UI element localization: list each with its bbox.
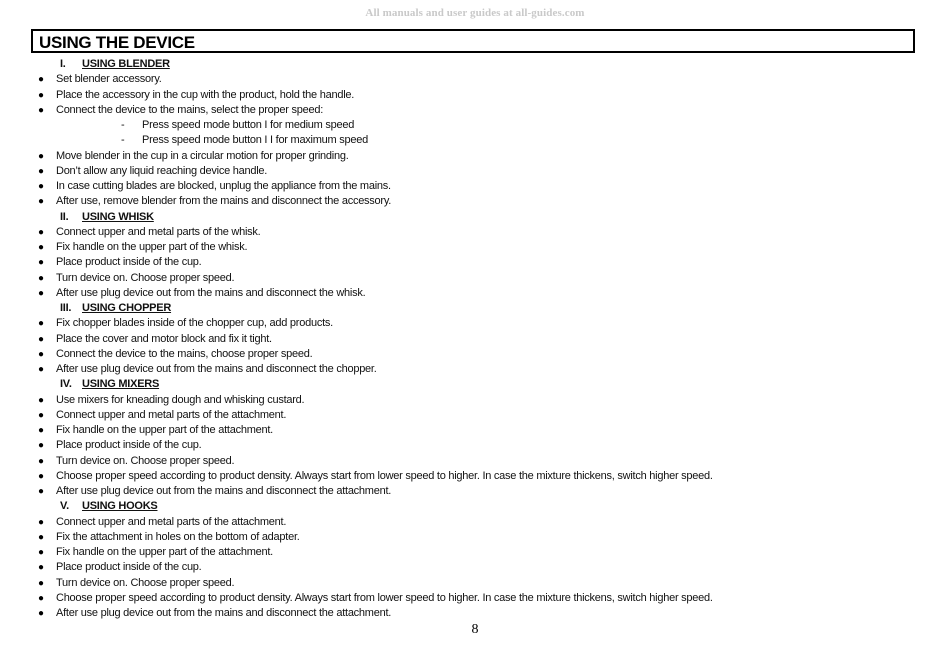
dash-icon: -: [121, 134, 125, 147]
list-item: [0, 606, 950, 621]
list-item: [0, 179, 950, 194]
bullet-icon: ●: [38, 455, 44, 467]
list-item: [0, 576, 950, 591]
list-item-text: Turn device on. Choose proper speed.: [56, 271, 235, 284]
list-item-text: Choose proper speed according to product density. Always start from lower speed to higher. In case the mixture thickens, switch higher speed.: [56, 469, 713, 482]
list-item-text: Use mixers for kneading dough and whisking custard.: [56, 393, 305, 406]
bullet-icon: ●: [38, 547, 44, 558]
section-number: I.: [60, 58, 66, 70]
list-item-text: Connect upper and metal parts of the whisk.: [56, 225, 261, 238]
list-item-text: After use, remove blender from the mains and disconnect the accessory.: [56, 195, 392, 208]
section-number: V.: [60, 500, 69, 513]
bullet-icon: ●: [38, 470, 44, 482]
list-item: [0, 454, 950, 469]
list-item-text: Connect the device to the mains, select the proper speed:: [56, 103, 324, 116]
list-item-text: Set blender accessory.: [56, 73, 162, 86]
bullet-icon: ●: [38, 104, 44, 116]
bullet-icon: ●: [38, 608, 44, 619]
list-item-text: Fix chopper blades inside of the chopper cup, add products.: [56, 317, 333, 330]
list-item: [0, 469, 950, 484]
list-item-text: Place the accessory in the cup with the product, hold the handle.: [56, 88, 355, 101]
list-item-text: Place product inside of the cup.: [56, 561, 202, 574]
section-heading: [0, 301, 950, 316]
list-item: [0, 347, 950, 362]
bullet-icon: ●: [38, 516, 44, 528]
list-item: [0, 560, 950, 575]
section-heading: [0, 377, 950, 392]
dash-icon: -: [121, 119, 125, 131]
section-heading-label: USING BLENDER: [82, 58, 170, 70]
bullet-icon: ●: [38, 348, 44, 360]
watermark-header: All manuals and user guides at all-guides.com: [365, 7, 585, 19]
sub-list-item-text: Press speed mode button I for medium speed: [142, 119, 355, 131]
list-item: [0, 286, 950, 301]
page-title: USING THE DEVICE: [39, 33, 195, 52]
list-item: [0, 591, 950, 606]
list-item: [0, 408, 950, 423]
bullet-icon: ●: [38, 242, 44, 253]
bullet-icon: ●: [38, 165, 44, 177]
list-item: [0, 423, 950, 438]
list-item: [0, 164, 950, 179]
bullet-icon: ●: [38, 486, 44, 497]
list-item-text: Place product inside of the cup.: [56, 256, 202, 269]
bullet-icon: ●: [38, 333, 44, 345]
list-item-text: Fix handle on the upper part of the attachment.: [56, 546, 273, 558]
instructions-body: [0, 57, 950, 621]
list-item-text: Connect upper and metal parts of the attachment.: [56, 515, 287, 528]
list-item: [0, 316, 950, 331]
bullet-icon: ●: [38, 440, 44, 452]
list-item-text: Fix the attachment in holes on the bottom of adapter.: [56, 530, 300, 543]
list-item: [0, 332, 950, 347]
bullet-icon: ●: [38, 150, 44, 162]
list-item: [0, 545, 950, 560]
section-heading-label: USING WHISK: [82, 210, 154, 223]
bullet-icon: ●: [38, 425, 44, 436]
bullet-icon: ●: [38, 181, 44, 192]
list-item-text: Fix handle on the upper part of the attachment.: [56, 424, 273, 436]
section-heading-label: USING HOOKS: [82, 500, 158, 513]
list-item-text: Don’t allow any liquid reaching device handle.: [56, 164, 268, 177]
list-item: [0, 362, 950, 377]
section-heading: [0, 210, 950, 225]
sub-list-item: [0, 133, 950, 148]
list-item-text: After use plug device out from the mains and disconnect the whisk.: [56, 286, 366, 299]
list-item-text: After use plug device out from the mains and disconnect the attachment.: [56, 485, 392, 497]
bullet-icon: ●: [38, 562, 44, 574]
bullet-icon: ●: [38, 409, 44, 421]
section-heading: [0, 57, 950, 72]
list-item: [0, 515, 950, 530]
section-heading: [0, 499, 950, 514]
list-item-text: After use plug device out from the mains and disconnect the attachment.: [56, 607, 392, 619]
section-number: IV.: [60, 378, 72, 391]
bullet-icon: ●: [38, 531, 44, 543]
page-number: 8: [471, 622, 479, 637]
list-item: [0, 438, 950, 453]
list-item-text: In case cutting blades are blocked, unplug the appliance from the mains.: [56, 180, 391, 192]
list-item: [0, 530, 950, 545]
sub-list-item: [0, 118, 950, 133]
list-item-text: Turn device on. Choose proper speed.: [56, 576, 235, 589]
bullet-icon: ●: [38, 272, 44, 284]
section-number: III.: [60, 302, 72, 314]
bullet-icon: ●: [38, 577, 44, 589]
list-item: [0, 393, 950, 408]
bullet-icon: ●: [38, 196, 44, 208]
list-item-text: Choose proper speed according to product density. Always start from lower speed to higher. In case the mixture thickens, switch higher speed.: [56, 591, 713, 604]
bullet-icon: ●: [38, 89, 44, 101]
bullet-icon: ●: [38, 226, 44, 238]
bullet-icon: ●: [38, 592, 44, 604]
list-item: [0, 88, 950, 103]
list-item: [0, 72, 950, 87]
list-item: [0, 194, 950, 209]
list-item-text: Turn device on. Choose proper speed.: [56, 454, 235, 467]
bullet-icon: ●: [38, 394, 44, 406]
list-item-text: Place product inside of the cup.: [56, 439, 202, 452]
section-title-box: [31, 29, 915, 53]
bullet-icon: ●: [38, 364, 44, 375]
bullet-icon: ●: [38, 257, 44, 269]
list-item-text: Connect the device to the mains, choose proper speed.: [56, 347, 313, 360]
list-item-text: Fix handle on the upper part of the whisk.: [56, 241, 248, 253]
list-item-text: After use plug device out from the mains and disconnect the chopper.: [56, 363, 377, 375]
list-item: [0, 240, 950, 255]
bullet-icon: ●: [38, 287, 44, 299]
sub-list-item-text: Press speed mode button I I for maximum speed: [142, 134, 368, 147]
bullet-icon: ●: [38, 74, 44, 86]
list-item: [0, 149, 950, 164]
list-item: [0, 271, 950, 286]
list-item-text: Connect upper and metal parts of the attachment.: [56, 408, 287, 421]
list-item: [0, 255, 950, 270]
list-item: [0, 103, 950, 118]
bullet-icon: ●: [38, 318, 44, 330]
list-item: [0, 225, 950, 240]
section-heading-label: USING MIXERS: [82, 378, 160, 391]
list-item: [0, 484, 950, 499]
section-number: II.: [60, 210, 69, 223]
list-item-text: Place the cover and motor block and fix it tight.: [56, 332, 272, 345]
list-item-text: Move blender in the cup in a circular motion for proper grinding.: [56, 149, 349, 162]
section-heading-label: USING CHOPPER: [82, 302, 172, 314]
